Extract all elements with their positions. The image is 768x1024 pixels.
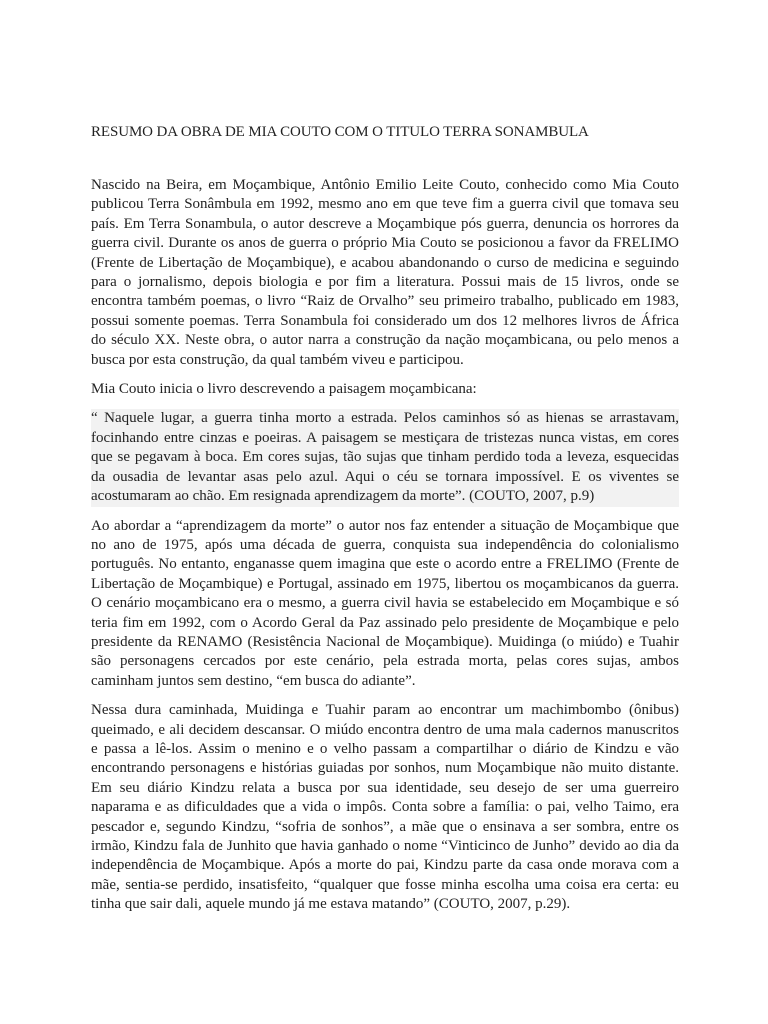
document-title: RESUMO DA OBRA DE MIA COUTO COM O TITULO TERRA SONAMBULA [91, 124, 589, 140]
paragraph-intro-quote: Mia Couto inicia o livro descrevendo a paisagem moçambicana: [91, 381, 477, 398]
paragraph-author-bio: Nascido na Beira, em Moçambique, Antônio Emilio Leite Couto, conhecido como Mia Couto publicou Terra Sonâmbula em 1992, mesmo ano em que teve fim a guerra civil que tomava seu país. Em Terra Sonambula, o autor descreve a Moçambique pós guerra, denuncia os horrores da guerra civil. Durante os anos de guerra o próprio Mia Couto se posicionou a favor da FRELIMO (Frente de Libertação de Moçambique), e acabou abandonando o curso de medicina e seguindo para o jornalismo, depois biologia e por fim a literatura. Possui mais de 15 livros, onde se encontra também poemas, o livro “Raiz de Orvalho” seu primeiro trabalho, publicado em 1983, possui somente poemas. Terra Sonambula foi considerado um dos 12 melhores livros de África do século XX. Neste obra, o autor narra a construção da nação moçambicana, ou pelo menos a busca por esta construção, da qual também viveu e participou. [91, 177, 679, 368]
document-body [91, 176, 679, 925]
block-quote: “ Naquele lugar, a guerra tinha morto a estrada. Pelos caminhos só as hienas se arrastavam, focinhando entre cinzas e poeiras. A paisagem se mestiçara de tristezas nunca vistas, em cores que se pegavam à boca. Em cores sujas, tão sujas que tinham perdido toda a leveza, esquecidas da ousadia de levantar asas pelo azul. Aqui o céu se tornara impossível. E os viventes se acostumaram ao chão. Em resignada aprendizagem da morte”. (COUTO, 2007, p.9) [91, 409, 679, 506]
paragraph-journey: Nessa dura caminhada, Muidinga e Tuahir param ao encontrar um machimbombo (ônibus) queimado, e ali decidem descansar. O miúdo encontra dentro de uma mala cadernos manuscritos e passa a lê-los. Assim o menino e o velho passam a compartilhar o diário de Kindzu e vão encontrando personagens e histórias guiadas por sonhos, num Moçambique não muito distante. Em seu diário Kindzu relata a busca por sua identidade, seu desejo de ser uma guerreiro naparama e as dificuldades que a vida o impôs. Conta sobre a família: o pai, velho Taimo, era pescador e, segundo Kindzu, “sofria de sonhos”, a mãe que o ensinava a ser sombra, entre os irmão, Kindzu fala de Junhito que havia ganhado o nome “Vinticinco de Junho” devido ao dia da independência de Moçambique. Após a morte do pai, Kindzu parte da casa onde morava com a mãe, sentia-se perdido, insatisfeito, “qualquer que fosse minha escolha uma coisa era certa: eu tinha que sair dali, aquele mundo já me estava matando” (COUTO, 2007, p.29). [91, 702, 679, 913]
paragraph-context: Ao abordar a “aprendizagem da morte” o autor nos faz entender a situação de Moçambique que no ano de 1975, após uma década de guerra, conquista sua independência do colonialismo português. No entanto, enganasse quem imagina que este o acordo entre a FRELIMO (Frente de Libertação de Moçambique) e Portugal, assinado em 1975, libertou os moçambicanos da guerra. O cenário moçambicano era o mesmo, a guerra civil havia se estabelecido em Moçambique e só teria fim em 1992, com o Acordo Geral da Paz assinado pelo presidente de Moçambique e pelo presidente da RENAMO (Resistência Nacional de Moçambique). Muidinga (o miúdo) e Tuahir são personagens cercados por este cenário, pela estrada morta, pelas cores sujas, ambos caminham juntos sem destino, “em busca do adiante”. [91, 517, 679, 689]
